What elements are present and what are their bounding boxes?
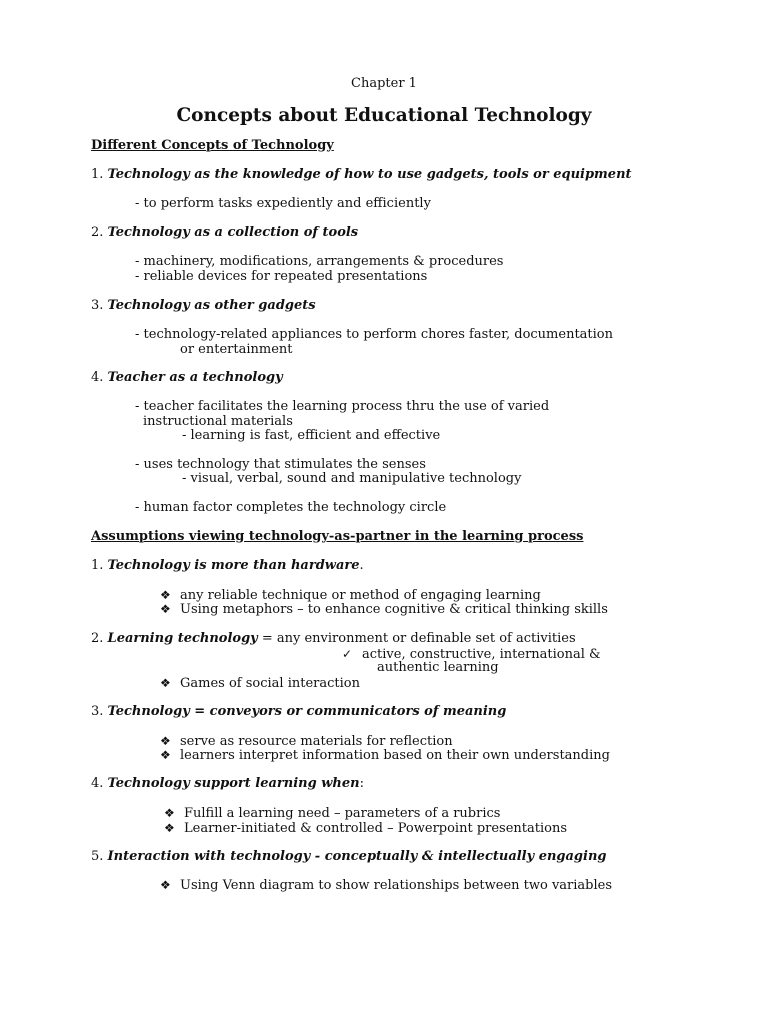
page-title: Concepts about Educational Technology (176, 105, 592, 126)
bullet-list-item: ❖ any reliable technique or method of engaging learning (160, 588, 541, 603)
check-list-item: ✓ active, constructive, international & (342, 647, 601, 662)
concept-item-4-line: - visual, verbal, sound and manipulative technology (182, 471, 522, 486)
concept-item-4-line: - learning is fast, efficient and effective (182, 428, 441, 443)
concept-item-1-title: 1. Technology as the knowledge of how to use gadgets, tools or equipment (91, 167, 632, 182)
concept-item-4-line: instructional materials (143, 414, 293, 429)
concept-item-3-title: 3. Technology as other gadgets (91, 298, 316, 313)
assumption-item-3-title: 3. Technology = conveyors or communicators of meaning (91, 704, 507, 719)
assumption-item-5-title: 5. Interaction with technology - conceptually & intellectually engaging (91, 849, 607, 864)
concept-item-2-title: 2. Technology as a collection of tools (91, 225, 359, 240)
bullet-list-item: ❖ Using Venn diagram to show relationships between two variables (160, 878, 613, 893)
diamond-bullet-icon: ❖ (164, 821, 175, 835)
bullet-list-item: ❖ Fulfill a learning need – parameters of a rubrics (164, 806, 501, 821)
diamond-bullet-icon: ❖ (160, 676, 171, 690)
bullet-list-item: ❖ learners interpret information based on their own understanding (160, 748, 610, 763)
concept-item-2-line: - reliable devices for repeated presentations (135, 269, 428, 284)
check-list-item-continued: authentic learning (377, 660, 499, 675)
bullet-list-item: ❖ Using metaphors – to enhance cognitive & critical thinking skills (160, 602, 608, 617)
diamond-bullet-icon: ❖ (160, 734, 171, 748)
diamond-bullet-icon: ❖ (160, 588, 171, 602)
bullet-list-item: ❖ Games of social interaction (160, 676, 360, 691)
assumption-item-2-title: 2. Learning technology = any environment or definable set of activities (91, 631, 576, 646)
assumption-item-1-title: 1. Technology is more than hardware. (91, 558, 364, 573)
assumption-item-4-title: 4. Technology support learning when: (91, 776, 364, 791)
diamond-bullet-icon: ❖ (160, 878, 171, 892)
concept-item-4-line: - teacher facilitates the learning process thru the use of varied (135, 399, 550, 414)
section-heading-concepts: Different Concepts of Technology (91, 138, 334, 153)
chapter-label: Chapter 1 (351, 76, 417, 91)
bullet-list-item: ❖ Learner-initiated & controlled – Powerpoint presentations (164, 821, 568, 836)
concept-item-4-title: 4. Teacher as a technology (91, 370, 283, 385)
diamond-bullet-icon: ❖ (160, 602, 171, 616)
concept-item-3-line: or entertainment (180, 342, 293, 357)
concept-item-4-line: - human factor completes the technology circle (135, 500, 447, 515)
concept-item-2-line: - machinery, modifications, arrangements & procedures (135, 254, 504, 269)
check-mark-icon: ✓ (342, 647, 353, 661)
bullet-list-item: ❖ serve as resource materials for reflection (160, 734, 453, 749)
diamond-bullet-icon: ❖ (164, 806, 175, 820)
section-heading-assumptions: Assumptions viewing technology-as-partner in the learning process (91, 529, 584, 544)
concept-item-4-line: - uses technology that stimulates the senses (135, 457, 426, 472)
concept-item-1-line: - to perform tasks expediently and efficiently (135, 196, 431, 211)
diamond-bullet-icon: ❖ (160, 748, 171, 762)
concept-item-3-line: - technology-related appliances to perform chores faster, documentation (135, 327, 614, 342)
